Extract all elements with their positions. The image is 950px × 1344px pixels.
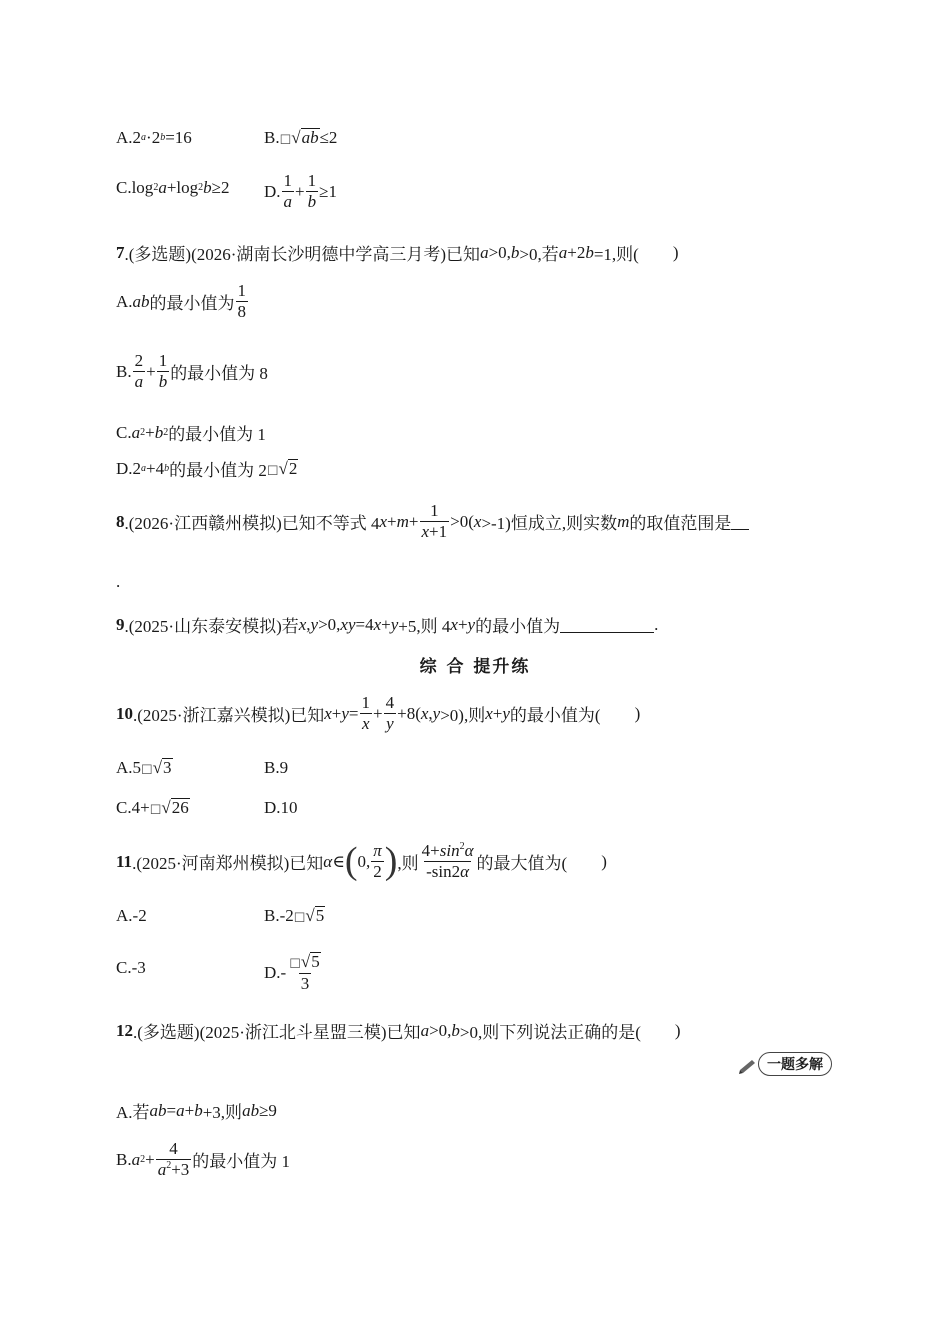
- q12-stem: 12 .(多选题)(2025·浙江北斗星盟三模)已知 a >0, b >0,则下列说法正确的是( ): [116, 1020, 681, 1042]
- q6-option-d: D. $\frac{1}{a}$ + $\frac{1}{b}$ ≥1: [264, 171, 337, 211]
- q10-option-b: B.9: [264, 758, 289, 777]
- q10-option-d: D.10: [264, 798, 298, 817]
- q11-option-a: A.-2: [116, 906, 147, 925]
- q11-stem: 11 .(2025·河南郑州模拟)已知 α ∈ ( 0 , $\frac{\pi}{2}$ ) ,则 $\frac{4+\sin^2\alpha}{-\sin 2\alpha}$ 的最大值为( ): [116, 840, 607, 883]
- q7-option-a: A. ab 的最小值为 $\frac{1}{8}$: [116, 281, 247, 321]
- q8-period: .: [116, 572, 121, 591]
- q12-option-b: B. a 2 + $\frac{4}{a^2+3}$ 的最小值为 1: [116, 1139, 291, 1179]
- q11-option-d: D.- ☐ √ 5 3: [264, 952, 320, 994]
- q11-option-b: B.-2 ☐ √ 5: [264, 906, 325, 926]
- multi-solution-badge[interactable]: [738, 1051, 835, 1077]
- q11-option-c: C.-3: [116, 958, 146, 977]
- section-title: 综 合 提升练: [419, 657, 531, 677]
- q10-option-c: C.4+ ☐ √ 26: [116, 798, 189, 818]
- q6-option-c: C.log 2 a +log 2 b ≥2: [116, 178, 230, 197]
- q6-option-a: A.2 a ·2 b =16: [116, 128, 192, 147]
- q10-option-a: A.5 ☐ √ 3: [116, 758, 172, 778]
- q7-option-d: D.2 a +4 b 的最小值为 2 ☐ √ 2: [116, 458, 298, 480]
- q9-stem: 9 .(2025·山东泰安模拟)若 x , y >0, xy =4 x + y +5,则 4 x + y 的最小值为 .: [116, 614, 659, 636]
- q6-option-b: B. ☐ √ ab ≤2: [264, 128, 338, 148]
- q10-stem: 10 .(2025·浙江嘉兴模拟)已知 x + y = $\frac{1}{x}$ + $\frac{4}{y}$ +8( x , y >0),则 x + y 的最小值为( ): [116, 693, 641, 733]
- q7-option-b: B. $\frac{2}{a}$ + $\frac{1}{b}$ 的最小值为 8: [116, 351, 268, 391]
- q12-option-a: A.若 ab = a + b +3,则 ab ≥9: [116, 1100, 277, 1122]
- q7-option-c: C. a 2 + b 2 的最小值为 1: [116, 422, 266, 444]
- q8-stem: 8 .(2026·江西赣州模拟)已知不等式 4 x + m + $\frac{1}{x+1}$ >0( x >-1)恒成立,则实数 m 的取值范围是: [116, 502, 749, 541]
- sqrt-ab: ☐ √ ab: [279, 128, 319, 148]
- pencil-icon: [738, 1054, 758, 1074]
- badge-label: 一题多解: [758, 1052, 832, 1076]
- q7-stem: 7 .(多选题)(2026·湖南长沙明德中学高三月考)已知 a >0, b >0,若 a +2 b =1,则( ): [116, 242, 679, 264]
